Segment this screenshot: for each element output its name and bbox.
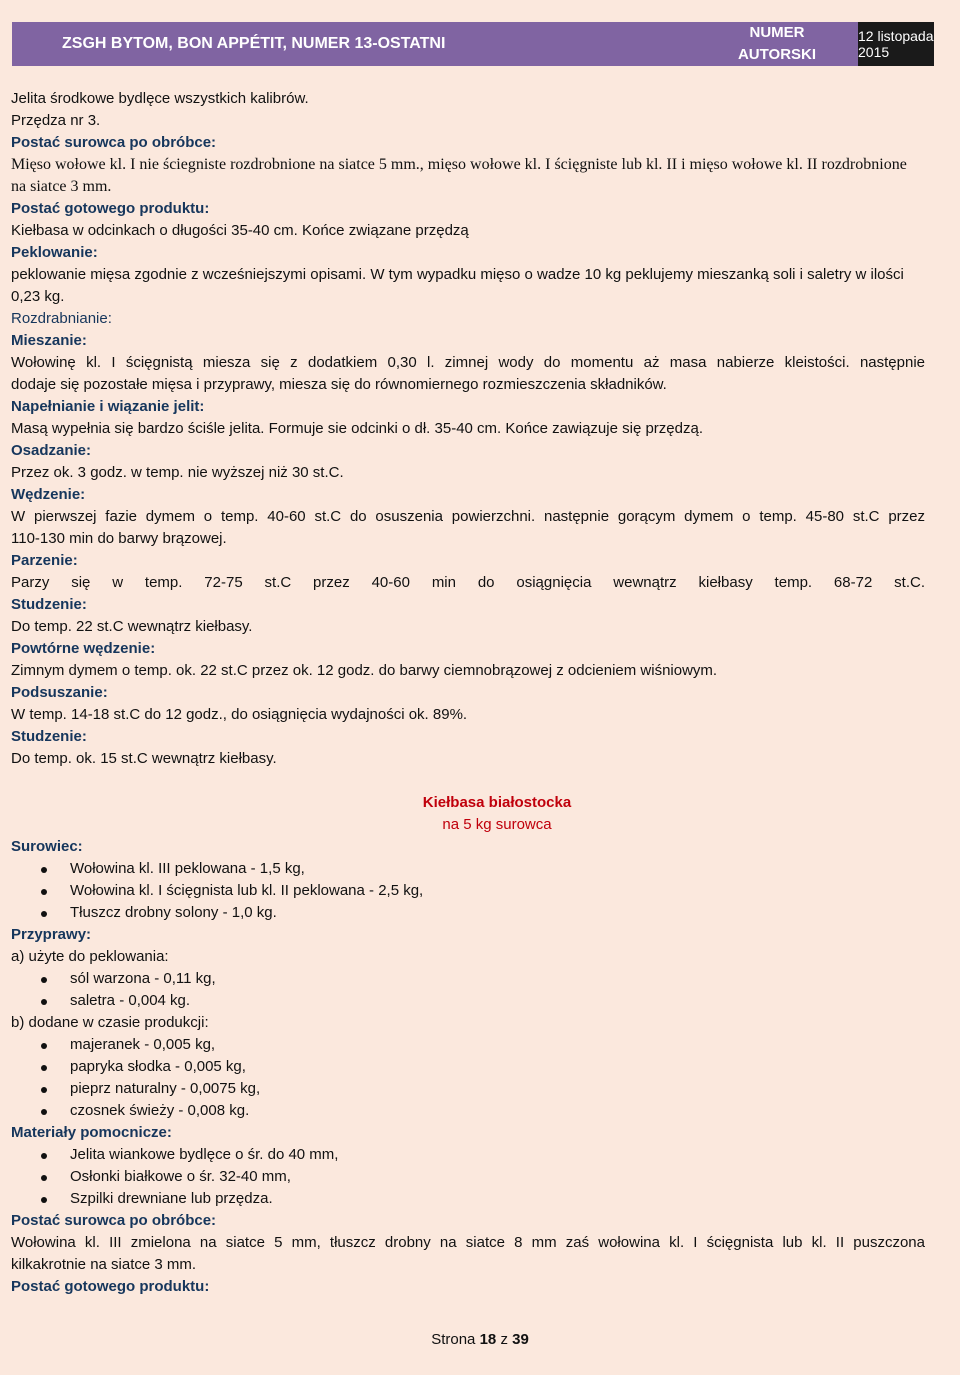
heading-materialy: Materiały pomocnicze: [11,1124,172,1141]
text-studzenie-2: Do temp. ok. 15 st.C wewnątrz kiełbasy. [11,750,277,767]
heading-postac-surowca: Postać surowca po obróbce: [11,134,217,151]
heading-osadzanie: Osadzanie: [11,442,92,459]
recipe-subtitle: na 5 kg surowca [442,816,552,833]
list-item: Wołowina kl. III peklowana - 1,5 kg, [11,858,925,880]
heading-parzenie: Parzenie: [11,552,78,569]
heading-studzenie-2: Studzenie: [11,728,87,745]
heading-mieszanie: Mieszanie: [11,332,87,349]
text-studzenie: Do temp. 22 st.C wewnątrz kiełbasy. [11,618,253,635]
footer-page-total: 39 [512,1331,529,1348]
list-item: majeranek - 0,005 kg, [11,1034,925,1056]
heading-studzenie: Studzenie: [11,596,87,613]
text-peklowanie: peklowanie mięsa zgodnie z wcześniejszymi opisami. W tym wypadku mięso o wadze 10 kg peklujemy mieszanką soli i saletry w ilości 0,23 kg. [11,266,904,305]
heading-postac-gotowego: Postać gotowego produktu: [11,200,210,217]
text-podsuszanie: W temp. 14-18 st.C do 12 godz., do osiągnięcia wydajności ok. 89%. [11,706,468,723]
materials-line-1: Jelita środkowe bydlęce wszystkich kalibrów. [11,90,309,107]
document-body [11,88,925,1298]
heading-powtorne-wedzenie: Powtórne wędzenie: [11,640,156,657]
list-item: czosnek świeży - 0,008 kg. [11,1100,925,1122]
page-header [12,22,934,66]
text-wedzenie-1: W pierwszej fazie dymem o temp. 40-60 st.C do osuszenia powierzchni. następnie gorącym dymem o temp. 45-80 st.C przez [11,508,925,525]
page-footer [0,1331,960,1348]
heading-postac-surowca-2: Postać surowca po obróbce: [11,1212,217,1229]
list-item: Szpilki drewniane lub przędza. [11,1188,925,1210]
heading-przyprawy: Przyprawy: [11,926,92,943]
heading-peklowanie: Peklowanie: [11,244,98,261]
text-wedzenie-2: 110-130 min do barwy brązowej. [11,530,227,547]
footer-page-number: 18 [479,1331,497,1348]
spacer [11,770,925,792]
heading-napelnianie: Napełnianie i wiązanie jelit: [11,398,205,415]
text-osadzanie: Przez ok. 3 godz. w temp. nie wyższej niż 30 st.C. [11,464,344,481]
heading-surowiec: Surowiec: [11,838,83,855]
materials-line-2: Przędza nr 3. [11,112,101,129]
list-item: Osłonki białkowe o śr. 32-40 mm, [11,1166,925,1188]
list-item: Tłuszcz drobny solony - 1,0 kg. [11,902,925,924]
header-section-line1: NUMER [749,24,805,41]
list-spices-b [11,1034,925,1122]
heading-postac-gotowego-2: Postać gotowego produktu: [11,1278,210,1295]
text-postac-surowca-2a: Wołowina kl. III zmielona na siatce 5 mm, tłuszcz drobny na siatce 8 mm zaś wołowina kl. I ścięgnista lub kl. II puszczona [11,1234,925,1251]
text-mieszanie-2: dodaje się pozostałe mięsa i przyprawy, miesza się do równomiernego rozmieszczenia składników. [11,376,667,393]
header-section [688,22,858,66]
label-production-spices: b) dodane w czasie produkcji: [11,1014,209,1031]
header-title: ZSGH BYTOM, BON APPÉTIT, NUMER 13-OSTATNI [62,35,446,52]
list-item: Wołowina kl. I ścięgnista lub kl. II peklowana - 2,5 kg, [11,880,925,902]
text-parzenie: Parzy się w temp. 72-75 st.C przez 40-60 min do osiągnięcia wewnątrz kiełbasy temp. 68-72 st.C. [11,574,925,591]
text-powtorne-wedzenie: Zimnym dymem o temp. ok. 22 st.C przez ok. 12 godz. do barwy ciemnobrązowej z odcieniem wiśniowym. [11,662,718,679]
footer-prefix: Strona [431,1331,476,1348]
text-postac-gotowego: Kiełbasa w odcinkach o długości 35-40 cm. Końce związane przędzą [11,222,469,239]
list-surowiec [11,858,925,924]
list-spices-a [11,968,925,1012]
list-item: Jelita wiankowe bydlęce o śr. do 40 mm, [11,1144,925,1166]
list-item: papryka słodka - 0,005 kg, [11,1056,925,1078]
list-materialy [11,1144,925,1210]
recipe-title: Kiełbasa białostocka [422,794,572,811]
list-item: saletra - 0,004 kg. [11,990,925,1012]
header-section-line2: AUTORSKI [737,46,817,63]
header-date: 12 listopada 2015 [858,22,934,66]
list-item: sól warzona - 0,11 kg, [11,968,925,990]
text-mieszanie-1: Wołowinę kl. I ścięgnistą miesza się z dodatkiem 0,30 l. zimnej wody do momentu aż masa nabierze kleistości. następnie [11,354,925,371]
heading-podsuszanie: Podsuszanie: [11,684,108,701]
heading-wedzenie: Wędzenie: [11,486,86,503]
text-postac-surowca-2b: kilkakrotnie na siatce 3 mm. [11,1256,197,1273]
label-peklowanie-spices: a) użyte do peklowania: [11,948,169,965]
list-item: pieprz naturalny - 0,0075 kg, [11,1078,925,1100]
footer-separator: z [500,1331,508,1348]
text-napelnianie: Masą wypełnia się bardzo ściśle jelita. Formuje sie odcinki o dł. 35-40 cm. Końce zawiązuje się przędzą. [11,420,703,437]
text-postac-surowca: Mięso wołowe kl. I nie ściegniste rozdrobnione na siatce 5 mm., mięso wołowe kl. I ścięgniste lub kl. II i mięso wołowe kl. II rozdrobnione na siatce 3 mm. [11,156,907,195]
heading-rozdrabnianie: Rozdrabnianie: [11,310,112,327]
